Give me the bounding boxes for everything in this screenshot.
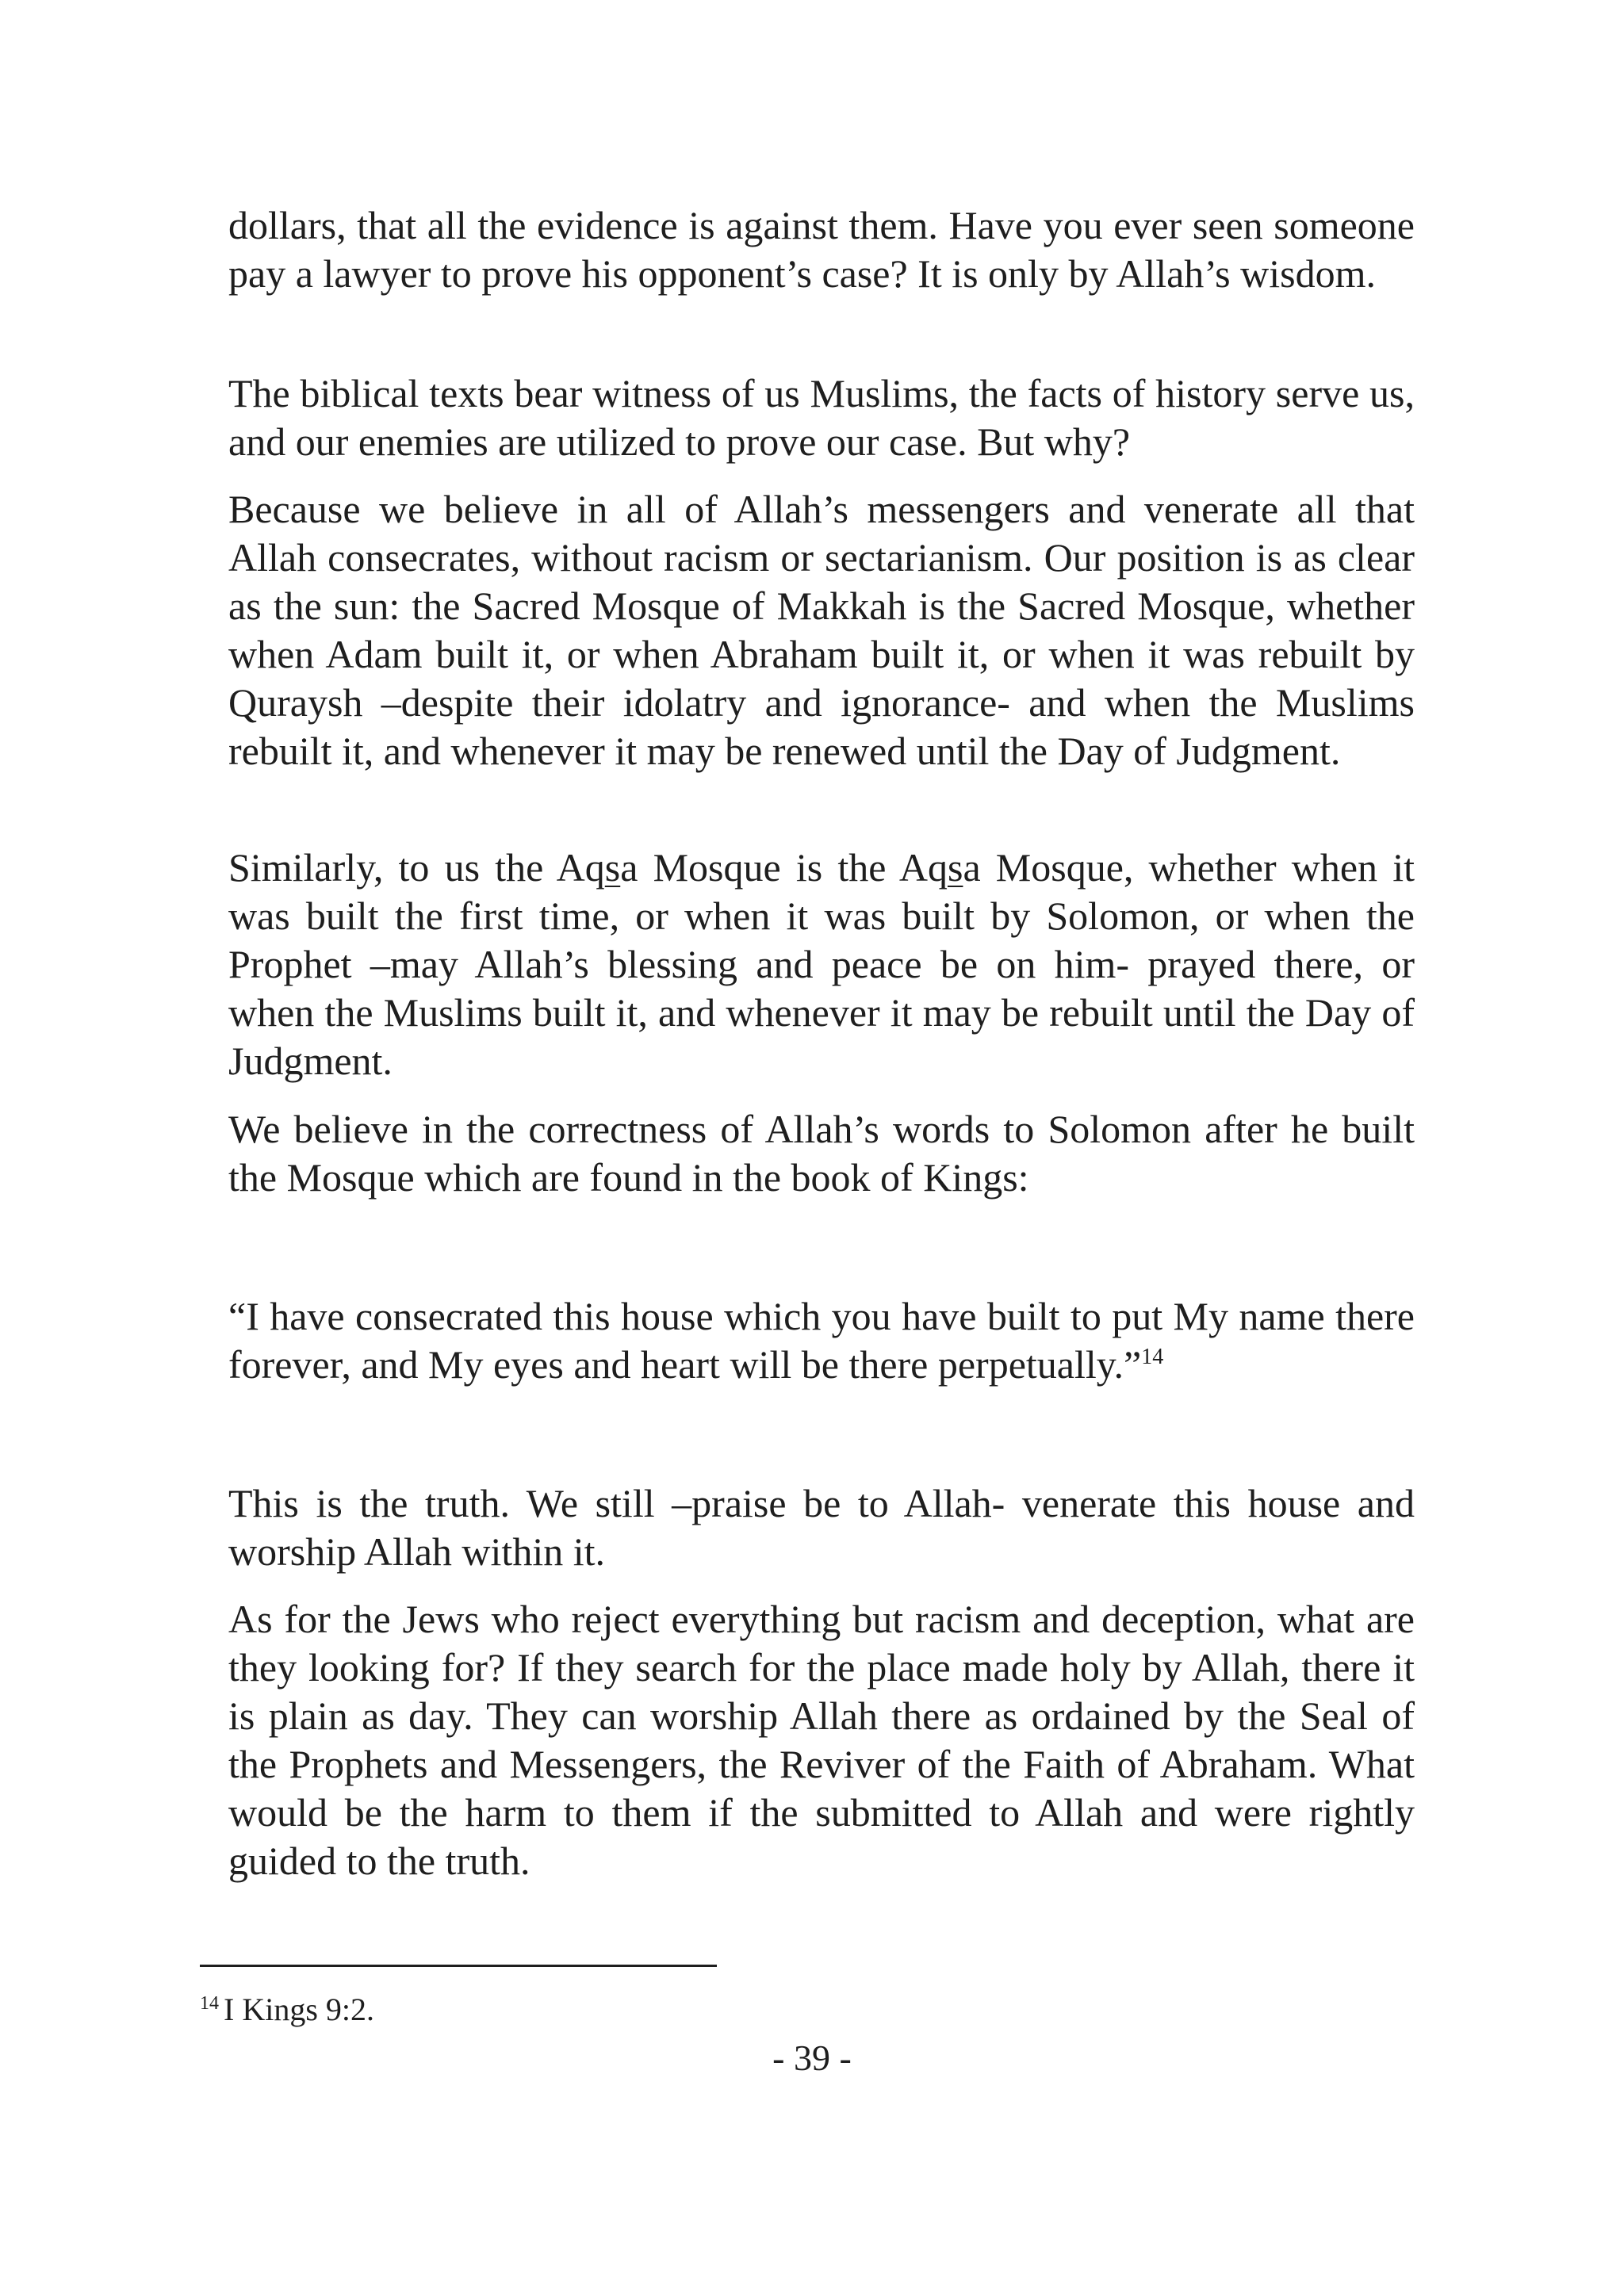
footnote-separator: [200, 1965, 717, 1967]
paragraph-3: Because we believe in all of Allah’s messengers and venerate all that Allah consecrates, without racism or sectarianism. Our position is as clear as the sun: the Sacred Mosque of Makkah is the Sacred Mosque, whether when Adam built it, or when Abraham built it, or when it was rebuilt by Quraysh –despite their idolatry and ignorance- and when the Muslims rebuilt it, and whenever it may be renewed until the Day of Judgment.: [228, 487, 1415, 773]
underlined-letter: s: [604, 845, 621, 890]
quotation: [228, 1292, 1415, 1389]
footnote-reference[interactable]: 14: [1141, 1345, 1164, 1369]
footnote: [200, 1990, 374, 2030]
paragraph-5: We believe in the correctness of Allah’s words to Solomon after he built the Mosque which are found in the book of Kings:: [228, 1107, 1415, 1200]
paragraph-7: As for the Jews who reject everything but racism and deception, what are they looking for? If they search for the place made holy by Allah, there it is plain as day. They can worship Allah there as ordained by the Seal of the Prophets and Messengers, the Reviver of the Faith of Abraham. What would be the harm to them if the submitted to Allah and were rightly guided to the truth.: [228, 1597, 1415, 1883]
paragraph-4-part-1: Similarly, to us the Aq: [228, 845, 605, 890]
quotation-text: “I have consecrated this house which you have built to put My name there forever, and My eyes and heart will be there perpetually.”: [228, 1294, 1415, 1387]
footnote-number: 14: [200, 1993, 219, 2014]
page-number: - 39 -: [772, 2038, 852, 2078]
paragraph-4-part-3: a Mosque, whether when it was built the first time, or when it was built by Solomon, or when the Prophet –may Allah’s blessing and peace be on him- prayed there, or when the Muslims built it, and whenever it may be rebuilt until the Day of Judgment.: [228, 845, 1415, 1083]
underlined-letter: s: [947, 845, 963, 890]
paragraph-1: dollars, that all the evidence is against them. Have you ever seen someone pay a lawyer to prove his opponent’s case? It is only by Allah’s wisdom.: [228, 203, 1415, 296]
paragraph-6: This is the truth. We still –praise be to Allah- venerate this house and worship Allah within it.: [228, 1481, 1415, 1574]
paragraph-4: [228, 844, 1415, 1085]
paragraph-4-part-2: a Mosque is the Aq: [620, 845, 948, 890]
footnote-text: I Kings 9:2.: [224, 1992, 374, 2027]
paragraph-2: The biblical texts bear witness of us Muslims, the facts of history serve us, and our enemies are utilized to prove our case. But why?: [228, 371, 1415, 464]
